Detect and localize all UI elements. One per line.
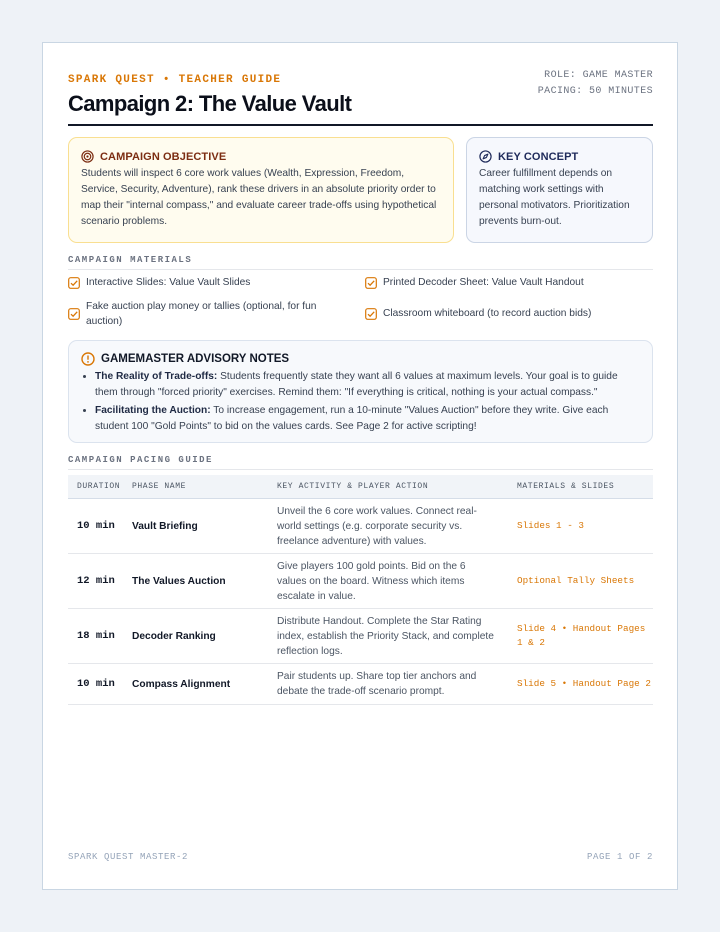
- col-activity: KEY ACTIVITY & PLAYER ACTION: [277, 482, 429, 491]
- header-meta: [538, 68, 653, 100]
- page-kicker: SPARK QUEST • TEACHER GUIDE: [68, 74, 282, 86]
- material-text: Fake auction play money or tallies (optional, for fun auction): [86, 301, 317, 327]
- checkbox-icon: [365, 308, 377, 320]
- pacing-table: [68, 475, 653, 705]
- page-title: Campaign 2: The Value Vault: [68, 91, 352, 116]
- col-materials: MATERIALS & SLIDES: [517, 482, 615, 491]
- footer-doc-id: SPARK QUEST MASTER-2: [68, 852, 189, 862]
- note-lead: The Reality of Trade-offs:: [95, 371, 218, 382]
- campaign-objective-card: [68, 137, 454, 243]
- table-row: [68, 554, 653, 609]
- objective-body: Students will inspect 6 core work values (Wealth, Expression, Freedom, Service, Security, Adventure), rank these drivers in an absolute priority order to map their "internal compass," and evaluate career trade-offs using hypothetical scenario problems.: [81, 168, 437, 227]
- advisory-list: [81, 369, 640, 434]
- table-row: [68, 664, 653, 705]
- material-item: [68, 299, 348, 329]
- materials-label: CAMPAIGN MATERIALS: [68, 255, 193, 265]
- guide-page: [42, 42, 678, 890]
- note-lead: Facilitating the Auction:: [95, 405, 211, 416]
- footer-page-number: PAGE 1 OF 2: [586, 852, 653, 862]
- material-item: [365, 275, 653, 290]
- row-activity: Distribute Handout. Complete the Star Rating index, establish the Priority Stack, and complete reflection logs.: [277, 615, 494, 657]
- material-text: Printed Decoder Sheet: Value Vault Handout: [383, 277, 584, 288]
- col-phase: PHASE NAME: [132, 482, 187, 491]
- concept-body: Career fulfillment depends on matching work settings with personal motivators. Prioritization prevents burn-out.: [479, 168, 630, 227]
- row-duration: 10 min: [77, 678, 115, 690]
- header-rule: [68, 124, 653, 126]
- material-item: [365, 306, 653, 321]
- row-activity: Pair students up. Share top tier anchors and debate the trade-off scenario prompt.: [277, 671, 477, 697]
- advisory-notes-panel: [68, 340, 653, 443]
- advisory-heading: [81, 352, 640, 366]
- row-phase: Vault Briefing: [132, 520, 198, 532]
- alert-icon: [81, 352, 95, 366]
- pacing-rule: [68, 469, 653, 470]
- objective-title: CAMPAIGN OBJECTIVE: [100, 150, 227, 163]
- row-duration: 10 min: [77, 520, 115, 532]
- concept-title: KEY CONCEPT: [498, 150, 579, 163]
- row-duration: 12 min: [77, 575, 115, 587]
- row-phase: Decoder Ranking: [132, 630, 216, 642]
- table-row: [68, 499, 653, 554]
- note-text: To increase engagement, run a 10-minute "Values Auction" before they write. Give each student 100 "Gold Points" to bid on the values cards. See Page 2 for active scripting!: [95, 405, 609, 432]
- material-text: Classroom whiteboard (to record auction bids): [383, 308, 592, 319]
- concept-heading: [479, 150, 640, 163]
- target-icon: [81, 150, 94, 163]
- role-label: ROLE: GAME MASTER: [544, 70, 653, 81]
- objective-heading: [81, 150, 441, 163]
- row-materials: Slide 4 • Handout Pages 1 & 2: [517, 623, 646, 648]
- note-text: Students frequently state they want all 6 values at maximum levels. Your goal is to guide them through "forced priority" exercises. Remind them: "If everything is critical, nothing is your actual compass.": [95, 371, 618, 398]
- pacing-label: PACING: 50 MINUTES: [537, 86, 653, 97]
- row-phase: The Values Auction: [132, 575, 226, 587]
- material-item: [68, 275, 348, 290]
- row-materials: Slide 5 • Handout Page 2: [517, 678, 651, 689]
- col-duration: DURATION: [77, 482, 121, 491]
- checkbox-icon: [68, 277, 80, 289]
- key-concept-card: [466, 137, 653, 243]
- row-activity: Give players 100 gold points. Bid on the 6 values on the board. Witness which items escalate in value.: [277, 560, 466, 602]
- row-activity: Unveil the 6 core work values. Connect real-world settings (e.g. corporate security vs. freelance adventure) with values.: [277, 505, 477, 547]
- pacing-label: CAMPAIGN PACING GUIDE: [68, 455, 213, 465]
- table-header: [68, 475, 653, 499]
- table-row: [68, 609, 653, 664]
- row-materials: Slides 1 - 3: [517, 520, 584, 531]
- row-phase: Compass Alignment: [132, 678, 231, 690]
- advisory-title: GAMEMASTER ADVISORY NOTES: [101, 353, 290, 365]
- materials-rule: [68, 269, 653, 270]
- compass-icon: [479, 150, 492, 163]
- advisory-note: [95, 403, 640, 434]
- checkbox-icon: [68, 308, 80, 320]
- advisory-note: [95, 369, 640, 400]
- checkbox-icon: [365, 277, 377, 289]
- material-text: Interactive Slides: Value Vault Slides: [86, 277, 251, 288]
- row-materials: Optional Tally Sheets: [517, 575, 635, 586]
- row-duration: 18 min: [77, 630, 115, 642]
